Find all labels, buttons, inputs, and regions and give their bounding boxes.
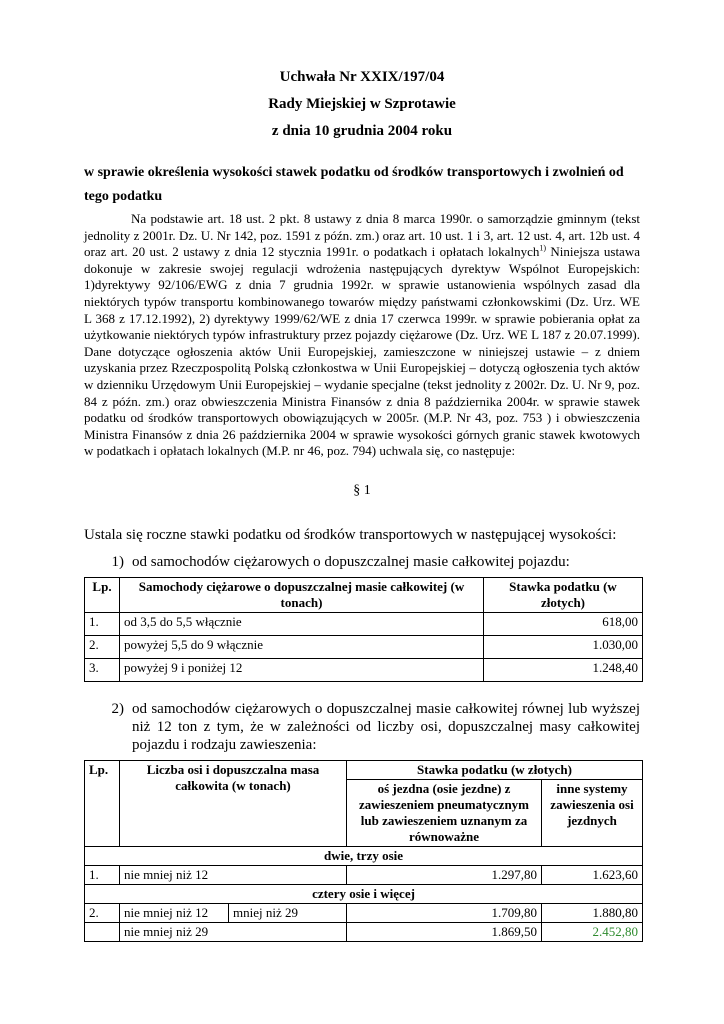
council-name: Rady Miejskiej w Szprotawie xyxy=(268,96,456,112)
cell-mass: nie mniej niż 12 xyxy=(120,903,229,922)
table-group-row xyxy=(85,884,643,903)
cell-desc: powyżej 9 i poniżej 12 xyxy=(120,658,484,681)
table-row xyxy=(85,658,643,681)
list-item-number: 2) xyxy=(111,700,124,717)
col-header-rate: Stawka podatku (w złotych) xyxy=(484,577,643,612)
cell-rate: 618,00 xyxy=(484,612,643,635)
resolution-date: z dnia 10 grudnia 2004 roku xyxy=(271,123,453,139)
list-item-number: 1) xyxy=(111,553,124,570)
cell-rate: 1.248,40 xyxy=(484,658,643,681)
cell-desc: od 3,5 do 5,5 włącznie xyxy=(120,612,484,635)
preamble-paragraph xyxy=(84,211,640,460)
table-row xyxy=(85,922,643,941)
footnote-marker: 1) xyxy=(539,243,547,253)
cell-lp: 2. xyxy=(85,635,120,658)
cell-mass: nie mniej niż 12 xyxy=(120,865,347,884)
table-row xyxy=(85,612,643,635)
table-row xyxy=(85,903,643,922)
heavy-truck-rates-table xyxy=(84,760,643,942)
group-four-plus-axles: cztery osie i więcej xyxy=(85,884,643,903)
cell-lp: 2. xyxy=(85,903,120,922)
table-group-row xyxy=(85,846,643,865)
cell-mass: nie mniej niż 29 xyxy=(120,922,347,941)
cell-lp: 3. xyxy=(85,658,120,681)
col-header-mass: Samochody ciężarowe o dopuszczalnej masie całkowitej (w tonach) xyxy=(120,577,484,612)
cell-other: 2.452,80 xyxy=(542,922,643,941)
cell-lp: 1. xyxy=(85,865,120,884)
resolution-subject: w sprawie określenia wysokości stawek podatku od środków transportowych i zwolnień od tego podatku xyxy=(84,165,624,204)
cell-pneumatic: 1.709,80 xyxy=(347,903,542,922)
list-item-text: od samochodów ciężarowych o dopuszczalnej masie całkowitej równej lub wyższej niż 12 ton z tym, że w zależności od liczby osi, dopuszczalnej masy całkowitej pojazdu i rodzaju zawieszenia: xyxy=(132,700,640,753)
cell-other: 1.880,80 xyxy=(542,903,643,922)
preamble-part1: Na podstawie art. 18 ust. 2 pkt. 8 ustawy z dnia 8 marca 1990r. o samorządzie gminnym (tekst jednolity z 2001r. Dz. U. Nr 142, poz. 1591 z późn. zm.) oraz art. 10 ust. 1 i 3, art. 12 ust. 4, art. 12b ust. 4 oraz art. 20 ust. 2 ustawy z dnia 12 stycznia 1991r. o podatkach i opłatach lokalnych xyxy=(84,211,640,260)
intro-sentence: Ustala się roczne stawki podatku od środków transportowych w następującej wysokości: xyxy=(84,526,617,543)
resolution-number: Uchwała Nr XXIX/197/04 xyxy=(279,69,445,85)
cell-pneumatic: 1.869,50 xyxy=(347,922,542,941)
list-item-text: od samochodów ciężarowych o dopuszczalnej masie całkowitej pojazdu: xyxy=(132,553,570,570)
list-item-2 xyxy=(84,700,640,754)
col-header-rate: Stawka podatku (w złotych) xyxy=(347,760,643,779)
cell-other: 1.623,60 xyxy=(542,865,643,884)
col-header-axles: Liczba osi i dopuszczalna masa całkowita (w tonach) xyxy=(120,760,347,846)
truck-rates-table xyxy=(84,577,643,682)
cell-desc: powyżej 5,5 do 9 włącznie xyxy=(120,635,484,658)
col-header-lp: Lp. xyxy=(85,760,120,846)
section-mark: § 1 xyxy=(353,482,371,498)
table-header-row xyxy=(85,577,643,612)
cell-lp: 1. xyxy=(85,612,120,635)
list-item-1 xyxy=(84,553,640,571)
col-header-pneumatic: oś jezdna (osie jezdne) z zawieszeniem pneumatycznym lub zawieszeniem uznanym za równoważne xyxy=(347,779,542,846)
table-row xyxy=(85,635,643,658)
col-header-lp: Lp. xyxy=(85,577,120,612)
cell-rate: 1.030,00 xyxy=(484,635,643,658)
table-row xyxy=(85,865,643,884)
table-header-row xyxy=(85,760,643,779)
group-two-three-axles: dwie, trzy osie xyxy=(85,846,643,865)
cell-pneumatic: 1.297,80 xyxy=(347,865,542,884)
cell-sub-mass: mniej niż 29 xyxy=(229,903,347,922)
col-header-other: inne systemy zawieszenia osi jezdnych xyxy=(542,779,643,846)
cell-lp-empty xyxy=(85,922,120,941)
preamble-part2: Niniejsza ustawa dokonuje w zakresie swojej regulacji wdrożenia następujących dyrektyw Wspólnot Europejskich: 1)dyrektywy 92/106/EWG z dnia 7 grudnia 1992r. w sprawie ustanowienia wspólnych zasad dla niektórych typów transportu kombinowanego towarów między państwami członkowskimi (Dz. Urz. WE L 368 z 17.12.1992), 2) dyrektywy 1999/62/WE z dnia 17 czerwca 1999r. w sprawie pobierania opłat za użytkowanie niektórych typów infrastruktury przez pojazdy ciężarowe (Dz. Urz. WE L 187 z 20.07.1999). Dane dotyczące ogłoszenia aktów Unii Europejskiej, zamieszczone w niniejszej ustawie – z dniem uzyskania przez Rzeczpospolitą Polską członkostwa w Unii Europejskiej – dotyczą ogłoszenia tych aktów w dzienniku Urzędowym Unii Europejskiej – wydanie specjalne (tekst jednolity z 2002r. Dz. U. Nr 9, poz. 84 z późn. zm.) oraz obwieszczenia Ministra Finansów z dnia 8 października 2004r. w sprawie stawek podatku od środków transportowych obowiązujących w 2005r. (M.P. Nr 43, poz. 753 ) i obwieszczenia Ministra Finansów z dnia 26 października 2004 w sprawie wysokości górnych granic stawek kwotowych w podatkach i opłatach lokalnych (M.P. nr 46, poz. 794) uchwala się, co następuje: xyxy=(84,244,640,459)
